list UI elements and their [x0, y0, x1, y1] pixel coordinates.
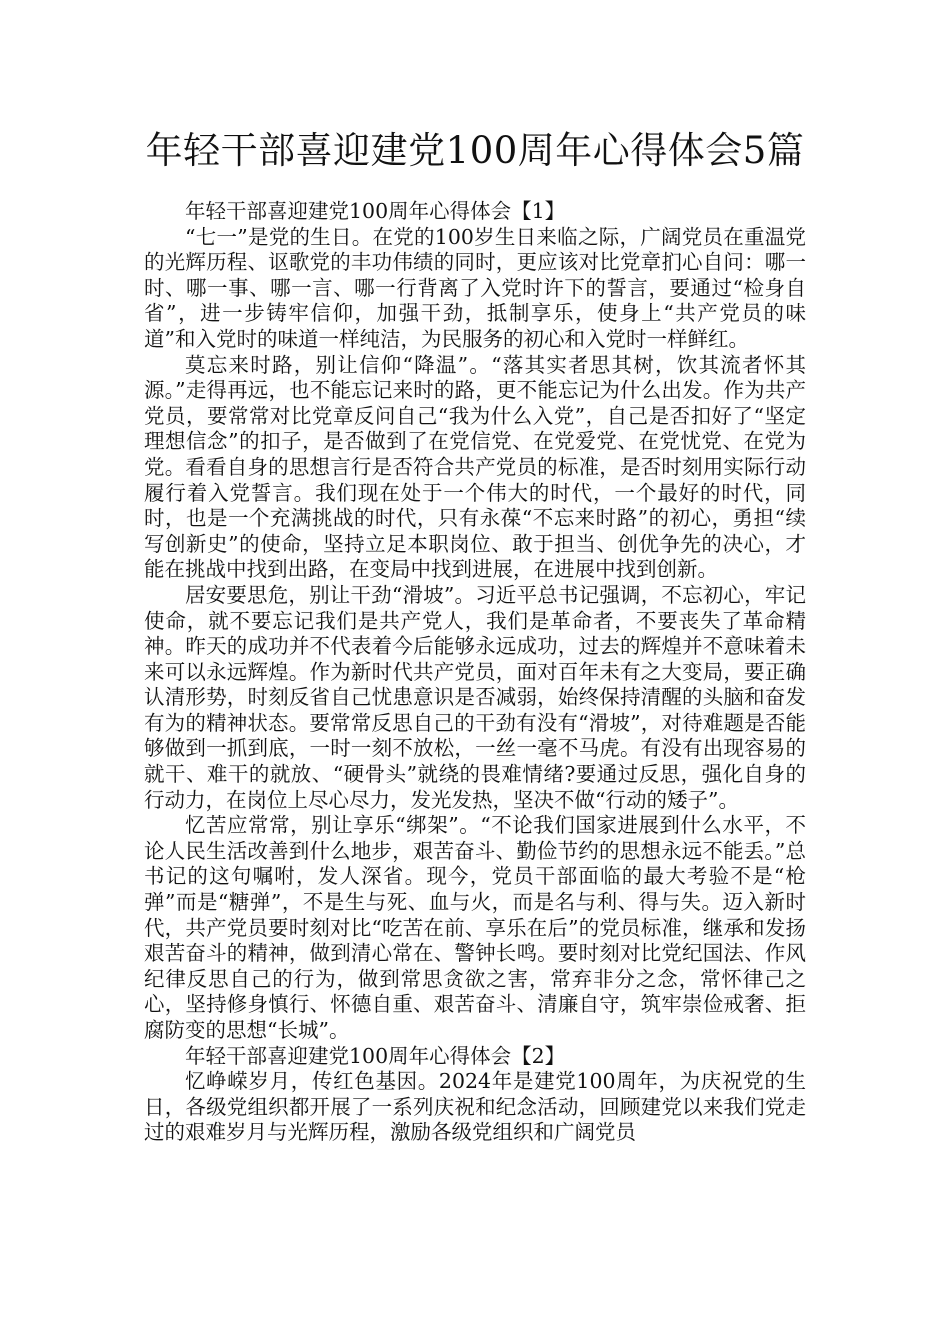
paragraph-1-2: 莫忘来时路，别让信仰“降温”。“落其实者思其树，饮其流者怀其源。”走得再远，也不能忘记来时的路，更不能忘记为什么出发。作为共产党员，要常常对比党章反问自己“我为什么入党”，自己是否扣好了“坚定理想信念”的扣子，是否做到了在党信党、在党爱党、在党忧党、在党为党。看看自身的思想言行是否符合共产党员的标准，是否时刻用实际行动履行着入党誓言。我们现在处于一个伟大的时代，一个最好的时代，同时，也是一个充满挑战的时代，只有永葆“不忘来时路”的初心，勇担“续写创新史”的使命，坚持立足本职岗位、敢于担当、创优争先的决心，才能在挑战中找到出路，在变局中找到进展，在进展中找到创新。 [144, 352, 806, 582]
document-title: 年轻干部喜迎建党100周年心得体会5篇 [145, 129, 805, 172]
document-body [144, 199, 806, 1146]
paragraph-1-4: 忆苦应常常，别让享乐“绑架”。“不论我们国家进展到什么水平，不论人民生活改善到什么地步，艰苦奋斗、勤俭节约的思想永远不能丢。”总书记的这句嘱咐，发人深省。现今，党员干部面临的最大考验不是“枪弹”而是“糖弹”，不是生与死、血与火，而是名与利、得与失。迈入新时代，共产党员要时刻对比“吃苦在前、享乐在后”的党员标准，继承和发扬艰苦奋斗的精神，做到清心常在、警钟长鸣。要时刻对比党纪国法、作风纪律反思自己的行为，做到常思贪欲之害，常弃非分之念，常怀律己之心，坚持修身慎行、怀德自重、艰苦奋斗、清廉自守，筑牢崇俭戒奢、拒腐防变的思想“长城”。 [144, 813, 806, 1042]
paragraph-2-1: 忆峥嵘岁月，传红色基因。2024年是建党100周年，为庆祝党的生日，各级党组织都开展了一系列庆祝和纪念活动，回顾建党以来我们党走过的艰难岁月与光辉历程，激励各级党组织和广阔党员 [144, 1069, 806, 1145]
section-heading-1: 年轻干部喜迎建党100周年心得体会【1】 [185, 199, 566, 223]
paragraph-1-3: 居安要思危，别让干劲“滑坡”。习近平总书记强调，不忘初心，牢记使命，就不要忘记我们是共产党人，我们是革命者，不要丧失了革命精神。昨天的成功并不代表着今后能够永远成功，过去的辉煌并不意味着未来可以永远辉煌。作为新时代共产党员，面对百年未有之大变局，要正确认清形势，时刻反省自己忧患意识是否减弱，始终保持清醒的头脑和奋发有为的精神状态。要常常反思自己的干劲有没有“滑坡”，对待难题是否能够做到一抓到底，一时一刻不放松，一丝一毫不马虎。有没有出现容易的就干、难干的就放、“硬骨头”就绕的畏难情绪?要通过反思，强化自身的行动力，在岗位上尽心尽力，发光发热，坚决不做“行动的矮子”。 [144, 582, 806, 812]
section-heading-2: 年轻干部喜迎建党100周年心得体会【2】 [185, 1043, 566, 1068]
paragraph-1-1: “七一”是党的生日。在党的100岁生日来临之际，广阔党员在重温党的光辉历程、讴歌党的丰功伟绩的同时，更应该对比党章扪心自问：哪一时、哪一事、哪一言、哪一行背离了入党时许下的誓言，要通过“检身自省”，进一步铸牢信仰，加强干劲，抵制享乐，使身上“共产党员的味道”和入党时的味道一样纯洁，为民服务的初心和入党时一样鲜红。 [144, 224, 806, 351]
